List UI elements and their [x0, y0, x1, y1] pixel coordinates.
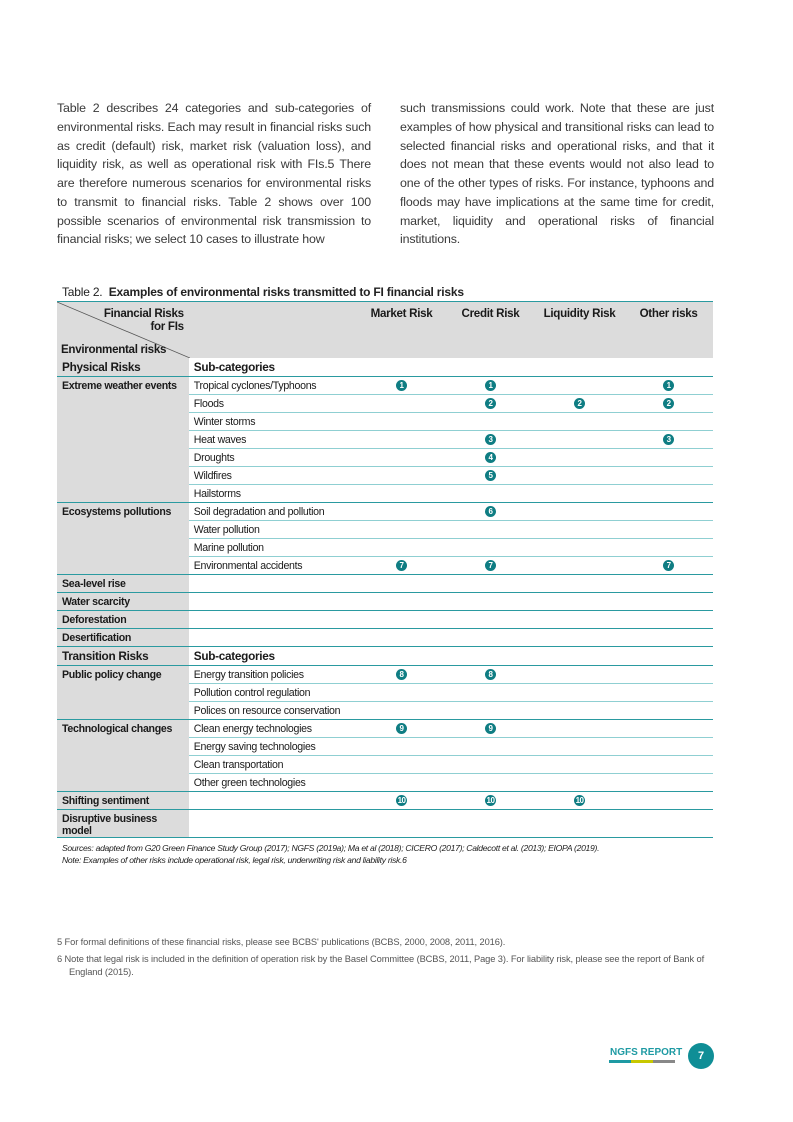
sub-category-cell: Energy saving technologies	[189, 738, 357, 756]
sub-category-cell	[189, 810, 357, 838]
risk-marker-7: 7	[485, 560, 496, 571]
sub-category-cell: Tropical cyclones/Typhoons	[189, 377, 357, 395]
other-cell	[624, 413, 713, 431]
section-header-row	[57, 358, 713, 377]
credit-cell	[446, 521, 535, 539]
category-cell: Disruptive business model	[57, 810, 189, 838]
credit-cell	[446, 413, 535, 431]
sub-category-cell: Droughts	[189, 449, 357, 467]
liquidity-cell	[535, 431, 624, 449]
market-cell	[357, 557, 446, 575]
other-cell	[624, 503, 713, 521]
risk-marker-6: 6	[485, 506, 496, 517]
credit-cell	[446, 702, 535, 720]
other-cell	[624, 792, 713, 810]
liquidity-cell	[535, 467, 624, 485]
table-notes	[62, 842, 717, 866]
credit-cell	[446, 377, 535, 395]
market-cell	[357, 684, 446, 702]
liquidity-cell	[535, 756, 624, 774]
sub-category-cell: Marine pollution	[189, 539, 357, 557]
sub-category-cell: Polices on resource conservation	[189, 702, 357, 720]
market-cell	[357, 395, 446, 413]
market-cell	[357, 611, 446, 629]
market-cell	[357, 539, 446, 557]
credit-cell	[446, 395, 535, 413]
footnotes	[57, 936, 717, 979]
other-cell	[624, 575, 713, 593]
header-other-risks: Other risks	[624, 302, 713, 358]
risk-marker-10: 10	[575, 796, 584, 805]
table-row	[57, 575, 713, 593]
category-cell: Desertification	[57, 629, 189, 647]
sub-category-cell: Energy transition policies	[189, 666, 357, 684]
category-cell: Deforestation	[57, 611, 189, 629]
other-cell	[624, 756, 713, 774]
credit-cell	[446, 810, 535, 838]
risk-marker-3: 3	[485, 434, 496, 445]
corner-bottom-label: Environmental risks	[61, 342, 167, 356]
liquidity-cell	[535, 539, 624, 557]
other-cell	[624, 810, 713, 838]
credit-cell	[446, 485, 535, 503]
risk-marker-1: 1	[396, 380, 407, 391]
sub-category-cell	[189, 593, 357, 611]
sub-categories-header: Sub-categories	[189, 647, 713, 666]
other-cell	[624, 449, 713, 467]
footnote-5: 5 For formal definitions of these financial risks, please see BCBS' publications (BCBS, 2000, 2008, 2011, 2016).	[57, 937, 506, 947]
other-cell	[624, 684, 713, 702]
other-cell	[624, 774, 713, 792]
sub-category-cell: Other green technologies	[189, 774, 357, 792]
table-row	[57, 810, 713, 838]
risk-marker-2: 2	[574, 398, 585, 409]
corner-top-label: Financial Risks for FIs	[103, 307, 184, 333]
risk-marker-2: 2	[485, 398, 496, 409]
brand-bar-teal	[609, 1060, 631, 1063]
risk-marker-9: 9	[485, 723, 496, 734]
liquidity-cell	[535, 413, 624, 431]
sub-category-cell: Soil degradation and pollution	[189, 503, 357, 521]
credit-cell	[446, 720, 535, 738]
credit-cell	[446, 629, 535, 647]
risk-marker-1: 1	[663, 380, 674, 391]
credit-cell	[446, 449, 535, 467]
risk-marker-3: 3	[663, 434, 674, 445]
other-cell	[624, 629, 713, 647]
credit-cell	[446, 684, 535, 702]
table-sources: Sources: adapted from G20 Green Finance Study Group (2017); NGFS (2019a); Ma et al (2018); CICERO (2017); Caldecott et al. (2013); EIOPA (2019).	[62, 843, 600, 853]
category-cell: Shifting sentiment	[57, 792, 189, 810]
section-title: Physical Risks	[57, 358, 189, 377]
sub-category-cell: Winter storms	[189, 413, 357, 431]
risk-marker-8: 8	[485, 669, 496, 680]
sub-category-cell: Pollution control regulation	[189, 684, 357, 702]
category-cell: Extreme weather events	[57, 377, 189, 503]
sub-category-cell: Heat waves	[189, 431, 357, 449]
table-row	[57, 720, 713, 738]
table-label: Table 2.	[62, 285, 103, 299]
market-cell	[357, 485, 446, 503]
other-cell	[624, 666, 713, 684]
credit-cell	[446, 503, 535, 521]
market-cell	[357, 702, 446, 720]
header-credit-risk: Credit Risk	[446, 302, 535, 358]
market-cell	[357, 629, 446, 647]
other-cell	[624, 395, 713, 413]
other-cell	[624, 593, 713, 611]
risk-marker-9: 9	[396, 723, 407, 734]
liquidity-cell	[535, 702, 624, 720]
risk-marker-7: 7	[663, 560, 674, 571]
category-cell: Public policy change	[57, 666, 189, 720]
risk-marker-2: 2	[663, 398, 674, 409]
liquidity-cell	[535, 629, 624, 647]
market-cell	[357, 720, 446, 738]
category-cell: Sea-level rise	[57, 575, 189, 593]
body-column-right: such transmissions could work. Note that these are just examples of how physical and transitional risks can lead to selected financial risks and operational risks, and that it does not mean that these events would not also lead to one of the other types of risks. For instance, typhoons and floods may have implications at the same time for credit, market, liquidity and operational risks of financial institutions.	[400, 101, 714, 247]
credit-cell	[446, 467, 535, 485]
risk-marker-1: 1	[485, 380, 496, 391]
corner-header-cell	[57, 302, 189, 358]
page-number-badge: 7	[688, 1043, 714, 1069]
sub-category-cell	[189, 792, 357, 810]
category-cell: Ecosystems pollutions	[57, 503, 189, 575]
footnote-6: 6 Note that legal risk is included in the definition of operation risk by the Basel Committee (BCBS, 2011, Page 3). For liability risk, please see the report of Bank of England (2015).	[57, 954, 705, 977]
credit-cell	[446, 756, 535, 774]
table-row	[57, 629, 713, 647]
sub-category-cell: Wildfires	[189, 467, 357, 485]
body-column-left: Table 2 describes 24 categories and sub-categories of environmental risks. Each may result in financial risks such as credit (default) risk, market risk (valuation loss), and liquidity risk, as well as operational risk with FIs.5 There are therefore numerous scenarios for environmental risks to transmit to financial risks. Table 2 shows over 100 possible scenarios of environmental risk transmission to financial risks; we select 10 cases to illustrate how	[57, 101, 371, 247]
other-cell	[624, 467, 713, 485]
market-cell	[357, 431, 446, 449]
credit-cell	[446, 666, 535, 684]
brand-bar-yellow	[631, 1060, 653, 1063]
other-cell	[624, 557, 713, 575]
liquidity-cell	[535, 575, 624, 593]
other-cell	[624, 720, 713, 738]
liquidity-cell	[535, 738, 624, 756]
sub-category-cell	[189, 629, 357, 647]
liquidity-cell	[535, 810, 624, 838]
risk-marker-7: 7	[396, 560, 407, 571]
liquidity-cell	[535, 720, 624, 738]
market-cell	[357, 810, 446, 838]
sub-category-cell: Clean energy technologies	[189, 720, 357, 738]
table-row	[57, 611, 713, 629]
table-note: Note: Examples of other risks include operational risk, legal risk, underwriting risk and liability risk.6	[62, 855, 407, 865]
table-caption	[62, 285, 464, 299]
sub-category-cell: Floods	[189, 395, 357, 413]
section-header-row	[57, 647, 713, 666]
header-market-risk: Market Risk	[357, 302, 446, 358]
sub-category-cell	[189, 611, 357, 629]
footer-brand: NGFS REPORT	[610, 1047, 683, 1058]
liquidity-cell	[535, 557, 624, 575]
credit-cell	[446, 431, 535, 449]
market-cell	[357, 666, 446, 684]
other-cell	[624, 611, 713, 629]
other-cell	[624, 702, 713, 720]
credit-cell	[446, 539, 535, 557]
market-cell	[357, 503, 446, 521]
market-cell	[357, 575, 446, 593]
risk-marker-4: 4	[485, 452, 496, 463]
market-cell	[357, 467, 446, 485]
market-cell	[357, 738, 446, 756]
market-cell	[357, 521, 446, 539]
other-cell	[624, 539, 713, 557]
liquidity-cell	[535, 593, 624, 611]
other-cell	[624, 485, 713, 503]
liquidity-cell	[535, 377, 624, 395]
liquidity-cell	[535, 503, 624, 521]
credit-cell	[446, 774, 535, 792]
other-cell	[624, 431, 713, 449]
risk-marker-5: 5	[485, 470, 496, 481]
table-and-notes	[57, 301, 717, 983]
brand-bar-gray	[653, 1060, 675, 1063]
sub-categories-header: Sub-categories	[189, 358, 713, 377]
sub-category-cell: Hailstorms	[189, 485, 357, 503]
risk-marker-8: 8	[396, 669, 407, 680]
credit-cell	[446, 575, 535, 593]
header-liquidity-risk: Liquidity Risk	[535, 302, 624, 358]
section-title: Transition Risks	[57, 647, 189, 666]
table-row	[57, 666, 713, 684]
category-cell: Technological changes	[57, 720, 189, 792]
liquidity-cell	[535, 792, 624, 810]
market-cell	[357, 774, 446, 792]
risk-marker-10: 10	[486, 796, 495, 805]
liquidity-cell	[535, 611, 624, 629]
credit-cell	[446, 611, 535, 629]
table-title: Examples of environmental risks transmitted to FI financial risks	[108, 285, 464, 299]
credit-cell	[446, 738, 535, 756]
liquidity-cell	[535, 395, 624, 413]
other-cell	[624, 377, 713, 395]
other-cell	[624, 521, 713, 539]
credit-cell	[446, 557, 535, 575]
other-cell	[624, 738, 713, 756]
sub-category-cell: Clean transportation	[189, 756, 357, 774]
market-cell	[357, 593, 446, 611]
table-row	[57, 792, 713, 810]
sub-category-cell: Environmental accidents	[189, 557, 357, 575]
table-header-row	[57, 302, 713, 358]
liquidity-cell	[535, 449, 624, 467]
table-row	[57, 503, 713, 521]
market-cell	[357, 377, 446, 395]
credit-cell	[446, 593, 535, 611]
sub-category-cell: Water pollution	[189, 521, 357, 539]
credit-cell	[446, 792, 535, 810]
market-cell	[357, 449, 446, 467]
table-row	[57, 377, 713, 395]
risk-marker-10: 10	[397, 796, 406, 805]
table-row	[57, 593, 713, 611]
liquidity-cell	[535, 485, 624, 503]
liquidity-cell	[535, 684, 624, 702]
market-cell	[357, 413, 446, 431]
liquidity-cell	[535, 521, 624, 539]
sub-category-cell	[189, 575, 357, 593]
liquidity-cell	[535, 774, 624, 792]
risk-table	[57, 301, 713, 838]
category-cell: Water scarcity	[57, 593, 189, 611]
header-blank	[189, 302, 357, 358]
liquidity-cell	[535, 666, 624, 684]
market-cell	[357, 756, 446, 774]
market-cell	[357, 792, 446, 810]
